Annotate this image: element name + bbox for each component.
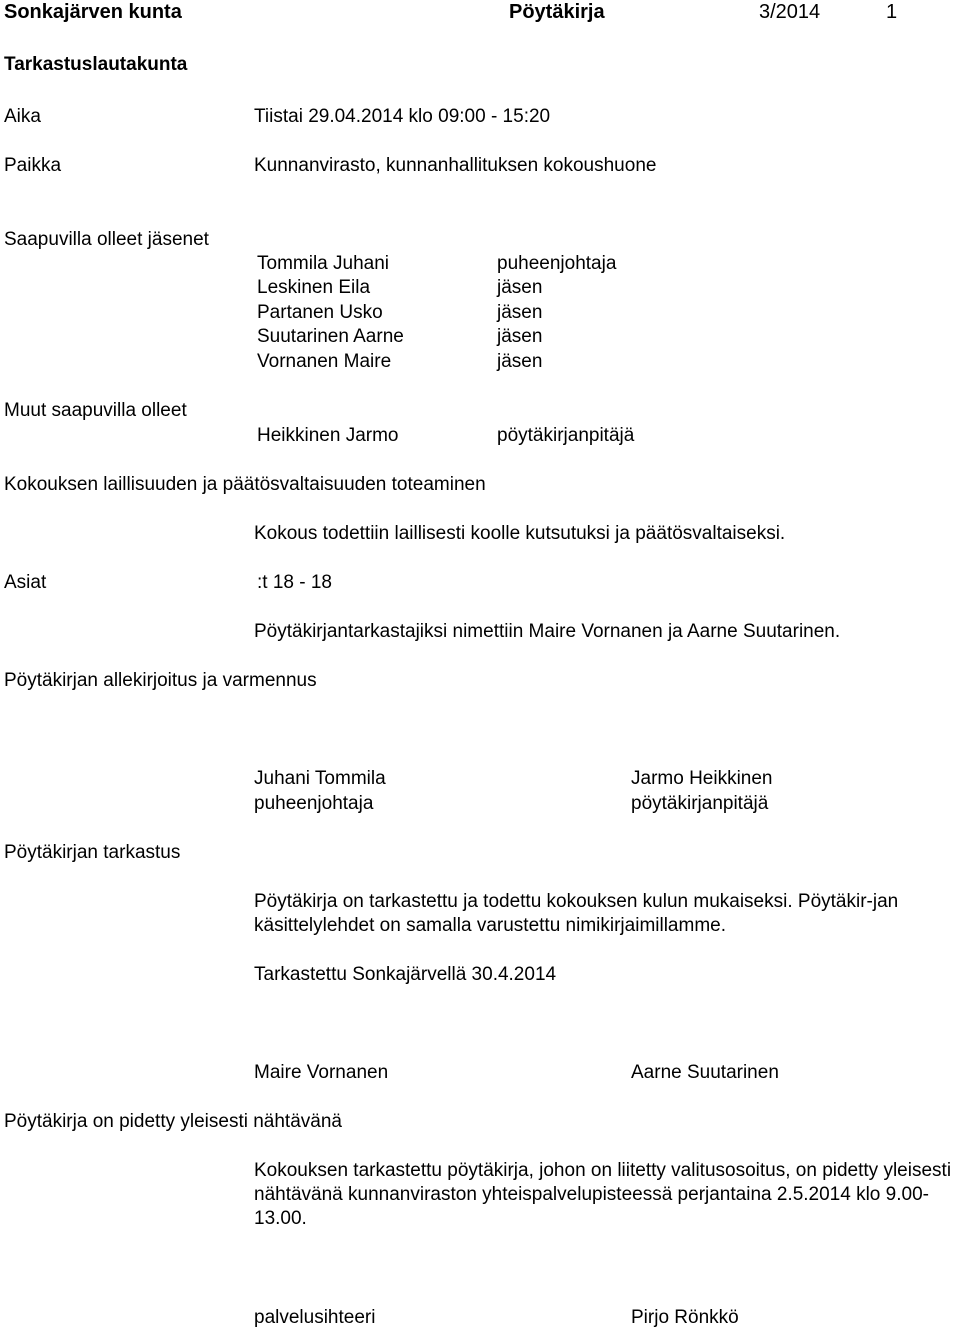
reviewer-signature: Maire Vornanen [254, 1062, 389, 1083]
member-name: Partanen Usko [257, 302, 383, 323]
time-value: Tiistai 29.04.2014 klo 09:00 - 15:20 [254, 106, 551, 127]
other-attendee-name: Heikkinen Jarmo [257, 425, 399, 446]
review-label: Pöytäkirjan tarkastus [4, 842, 181, 863]
inspectors-text: Pöytäkirjantarkastajiksi nimettiin Maire Vornanen ja Aarne Suutarinen. [254, 621, 841, 642]
others-label: Muut saapuvilla olleet [4, 400, 187, 421]
signing-label: Pöytäkirjan allekirjoitus ja varmennus [4, 670, 317, 691]
member-name: Leskinen Eila [257, 277, 371, 298]
time-label: Aika [4, 106, 41, 127]
member-role: jäsen [497, 302, 543, 323]
other-attendee-role: pöytäkirjanpitäjä [497, 425, 635, 446]
reviewer-signature: Aarne Suutarinen [631, 1062, 779, 1083]
member-role: puheenjohtaja [497, 253, 617, 274]
document-type: Pöytäkirja [509, 1, 605, 23]
member-name: Vornanen Maire [257, 351, 392, 372]
member-name: Suutarinen Aarne [257, 326, 404, 347]
review-text: Pöytäkirja on tarkastettu ja todettu kokouksen kulun mukaiseksi. Pöytäkir-jan käsittelylehdet on samalla varustettu nimikirjaimillamme. [254, 891, 899, 936]
municipality-name: Sonkajärven kunta [4, 1, 182, 23]
public-display-text: Kokouksen tarkastettu pöytäkirja, johon on liitetty valitusosoitus, on pidetty yleisesti nähtävänä kunnanviraston yhteispalvelupisteessä perjantaina 2.5.2014 klo 9.00-13.00. [254, 1160, 952, 1229]
member-role: jäsen [497, 351, 543, 372]
clerk-name: Pirjo Rönkkö [631, 1307, 739, 1328]
signature-name: Jarmo Heikkinen [631, 768, 773, 789]
review-date: Tarkastettu Sonkajärvellä 30.4.2014 [254, 964, 557, 985]
clerk-title: palvelusihteeri [254, 1307, 376, 1328]
legality-text: Kokous todettiin laillisesti koolle kutsutuksi ja päätösvaltaiseksi. [254, 523, 786, 544]
place-label: Paikka [4, 155, 62, 176]
place-value: Kunnanvirasto, kunnanhallituksen kokoushuone [254, 155, 657, 176]
document-number: 3/2014 [759, 1, 821, 23]
signature-role: puheenjohtaja [254, 793, 374, 814]
items-label: Asiat [4, 572, 47, 593]
committee-name: Tarkastuslautakunta [4, 54, 188, 75]
members-label: Saapuvilla olleet jäsenet [4, 229, 209, 250]
items-value: :t 18 - 18 [257, 572, 332, 593]
page-number: 1 [886, 1, 898, 23]
legality-heading: Kokouksen laillisuuden ja päätösvaltaisuuden toteaminen [4, 474, 486, 495]
public-display-label: Pöytäkirja on pidetty yleisesti nähtävänä [4, 1111, 342, 1132]
signature-role: pöytäkirjanpitäjä [631, 793, 769, 814]
member-name: Tommila Juhani [257, 253, 389, 274]
member-role: jäsen [497, 326, 543, 347]
signature-name: Juhani Tommila [254, 768, 386, 789]
member-role: jäsen [497, 277, 543, 298]
